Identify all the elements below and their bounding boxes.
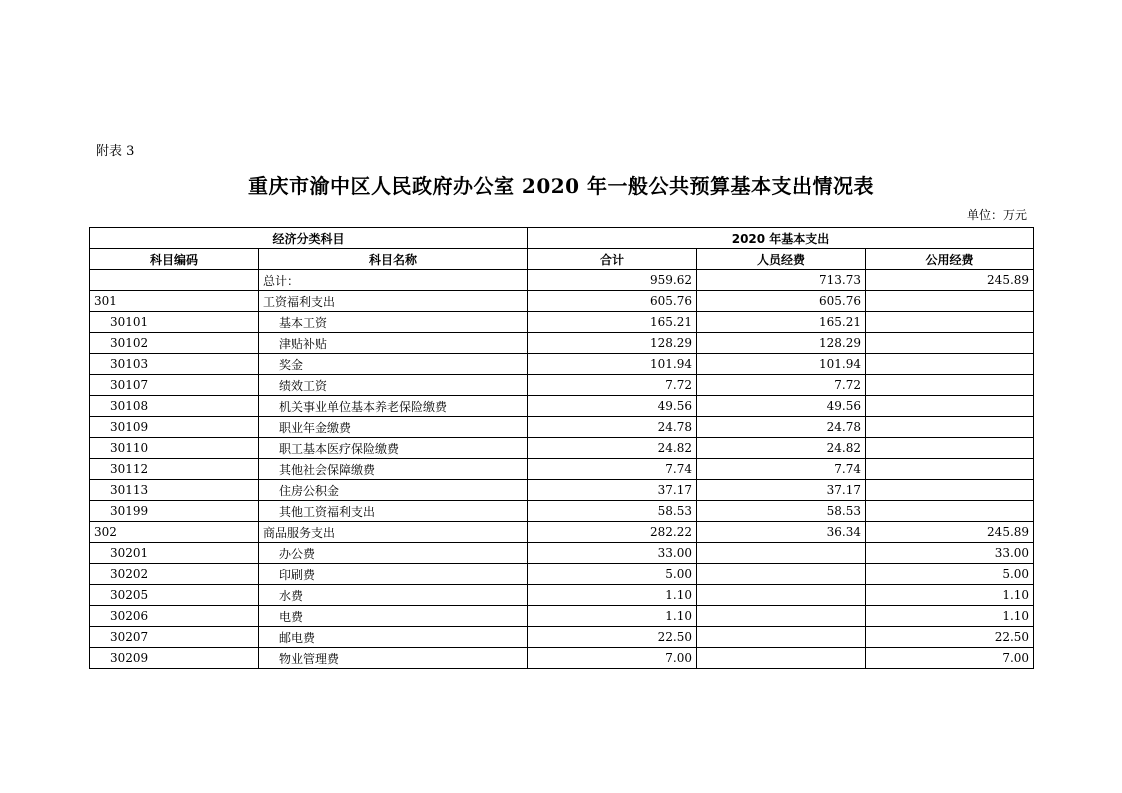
cell-personnel: 37.17 bbox=[697, 480, 866, 501]
cell-public: 245.89 bbox=[866, 270, 1034, 291]
cell-name: 总计： bbox=[259, 270, 528, 291]
column-header-public: 公用经费 bbox=[866, 249, 1034, 270]
cell-total: 959.62 bbox=[528, 270, 697, 291]
table-row bbox=[90, 333, 1034, 354]
cell-total: 33.00 bbox=[528, 543, 697, 564]
cell-total: 128.29 bbox=[528, 333, 697, 354]
cell-personnel bbox=[697, 627, 866, 648]
cell-total: 49.56 bbox=[528, 396, 697, 417]
attachment-label: 附表 3 bbox=[96, 144, 135, 159]
table-row bbox=[90, 459, 1034, 480]
cell-code: 30209 bbox=[90, 648, 259, 669]
cell-total: 24.78 bbox=[528, 417, 697, 438]
column-header-name: 科目名称 bbox=[259, 249, 528, 270]
cell-code: 30102 bbox=[90, 333, 259, 354]
cell-personnel: 101.94 bbox=[697, 354, 866, 375]
cell-personnel: 58.53 bbox=[697, 501, 866, 522]
cell-code: 30101 bbox=[90, 312, 259, 333]
table-row bbox=[90, 480, 1034, 501]
cell-total: 58.53 bbox=[528, 501, 697, 522]
cell-total: 282.22 bbox=[528, 522, 697, 543]
page-title: 重庆市渝中区人民政府办公室 2020 年一般公共预算基本支出情况表 bbox=[247, 174, 875, 198]
cell-personnel: 7.74 bbox=[697, 459, 866, 480]
cell-total: 165.21 bbox=[528, 312, 697, 333]
cell-code: 30207 bbox=[90, 627, 259, 648]
cell-name: 机关事业单位基本养老保险缴费 bbox=[259, 396, 528, 417]
cell-public: 1.10 bbox=[866, 585, 1034, 606]
table-row bbox=[90, 522, 1034, 543]
cell-name: 基本工资 bbox=[259, 312, 528, 333]
cell-name: 其他社会保障缴费 bbox=[259, 459, 528, 480]
table-row bbox=[90, 312, 1034, 333]
cell-personnel bbox=[697, 606, 866, 627]
cell-personnel: 24.82 bbox=[697, 438, 866, 459]
cell-code: 302 bbox=[90, 522, 259, 543]
cell-total: 101.94 bbox=[528, 354, 697, 375]
cell-total: 605.76 bbox=[528, 291, 697, 312]
cell-personnel: 713.73 bbox=[697, 270, 866, 291]
cell-personnel: 128.29 bbox=[697, 333, 866, 354]
cell-name: 商品服务支出 bbox=[259, 522, 528, 543]
cell-personnel bbox=[697, 543, 866, 564]
table-row bbox=[90, 270, 1034, 291]
cell-personnel: 7.72 bbox=[697, 375, 866, 396]
cell-public bbox=[866, 459, 1034, 480]
cell-public bbox=[866, 312, 1034, 333]
cell-code: 30110 bbox=[90, 438, 259, 459]
cell-personnel bbox=[697, 648, 866, 669]
cell-public bbox=[866, 396, 1034, 417]
cell-total: 1.10 bbox=[528, 606, 697, 627]
cell-public bbox=[866, 480, 1034, 501]
table-row bbox=[90, 375, 1034, 396]
cell-total: 1.10 bbox=[528, 585, 697, 606]
cell-name: 物业管理费 bbox=[259, 648, 528, 669]
cell-code: 30103 bbox=[90, 354, 259, 375]
cell-public: 33.00 bbox=[866, 543, 1034, 564]
cell-name: 其他工资福利支出 bbox=[259, 501, 528, 522]
cell-total: 22.50 bbox=[528, 627, 697, 648]
cell-name: 绩效工资 bbox=[259, 375, 528, 396]
cell-public: 5.00 bbox=[866, 564, 1034, 585]
table-row bbox=[90, 291, 1034, 312]
cell-name: 印刷费 bbox=[259, 564, 528, 585]
cell-public: 22.50 bbox=[866, 627, 1034, 648]
cell-personnel bbox=[697, 585, 866, 606]
cell-code: 301 bbox=[90, 291, 259, 312]
unit-label: 单位：万元 bbox=[966, 208, 1027, 222]
cell-code: 30107 bbox=[90, 375, 259, 396]
cell-personnel: 36.34 bbox=[697, 522, 866, 543]
cell-code: 30201 bbox=[90, 543, 259, 564]
cell-public: 7.00 bbox=[866, 648, 1034, 669]
cell-code: 30206 bbox=[90, 606, 259, 627]
cell-public bbox=[866, 375, 1034, 396]
group-header-row bbox=[90, 228, 1034, 249]
cell-code: 30112 bbox=[90, 459, 259, 480]
cell-code: 30108 bbox=[90, 396, 259, 417]
cell-total: 7.00 bbox=[528, 648, 697, 669]
cell-personnel: 24.78 bbox=[697, 417, 866, 438]
table-row bbox=[90, 564, 1034, 585]
column-header-row bbox=[90, 249, 1034, 270]
table-row bbox=[90, 417, 1034, 438]
cell-public bbox=[866, 354, 1034, 375]
cell-personnel bbox=[697, 564, 866, 585]
cell-total: 7.72 bbox=[528, 375, 697, 396]
cell-name: 职业年金缴费 bbox=[259, 417, 528, 438]
cell-name: 津贴补贴 bbox=[259, 333, 528, 354]
cell-name: 住房公积金 bbox=[259, 480, 528, 501]
cell-total: 7.74 bbox=[528, 459, 697, 480]
cell-public bbox=[866, 291, 1034, 312]
cell-code: 30199 bbox=[90, 501, 259, 522]
cell-name: 职工基本医疗保险缴费 bbox=[259, 438, 528, 459]
cell-code: 30205 bbox=[90, 585, 259, 606]
table-row bbox=[90, 606, 1034, 627]
cell-code: 30202 bbox=[90, 564, 259, 585]
group-header-economic: 经济分类科目 bbox=[90, 228, 528, 249]
cell-code: 30113 bbox=[90, 480, 259, 501]
table-row bbox=[90, 585, 1034, 606]
cell-personnel: 605.76 bbox=[697, 291, 866, 312]
cell-total: 5.00 bbox=[528, 564, 697, 585]
cell-public bbox=[866, 501, 1034, 522]
table-row bbox=[90, 438, 1034, 459]
table-row bbox=[90, 354, 1034, 375]
table-row bbox=[90, 396, 1034, 417]
table-row bbox=[90, 543, 1034, 564]
cell-name: 水费 bbox=[259, 585, 528, 606]
cell-public: 1.10 bbox=[866, 606, 1034, 627]
table-row bbox=[90, 501, 1034, 522]
cell-name: 奖金 bbox=[259, 354, 528, 375]
cell-public bbox=[866, 333, 1034, 354]
cell-public bbox=[866, 438, 1034, 459]
column-header-personnel: 人员经费 bbox=[697, 249, 866, 270]
cell-code: 30109 bbox=[90, 417, 259, 438]
table-row bbox=[90, 648, 1034, 669]
budget-table bbox=[89, 227, 1034, 669]
column-header-total: 合计 bbox=[528, 249, 697, 270]
cell-personnel: 165.21 bbox=[697, 312, 866, 333]
cell-public: 245.89 bbox=[866, 522, 1034, 543]
table-row bbox=[90, 627, 1034, 648]
cell-name: 邮电费 bbox=[259, 627, 528, 648]
cell-name: 电费 bbox=[259, 606, 528, 627]
cell-total: 37.17 bbox=[528, 480, 697, 501]
cell-total: 24.82 bbox=[528, 438, 697, 459]
column-header-code: 科目编码 bbox=[90, 249, 259, 270]
group-header-expense: 2020 年基本支出 bbox=[528, 228, 1034, 249]
cell-code bbox=[90, 270, 259, 291]
cell-name: 工资福利支出 bbox=[259, 291, 528, 312]
table-body bbox=[90, 270, 1034, 669]
cell-name: 办公费 bbox=[259, 543, 528, 564]
cell-public bbox=[866, 417, 1034, 438]
cell-personnel: 49.56 bbox=[697, 396, 866, 417]
